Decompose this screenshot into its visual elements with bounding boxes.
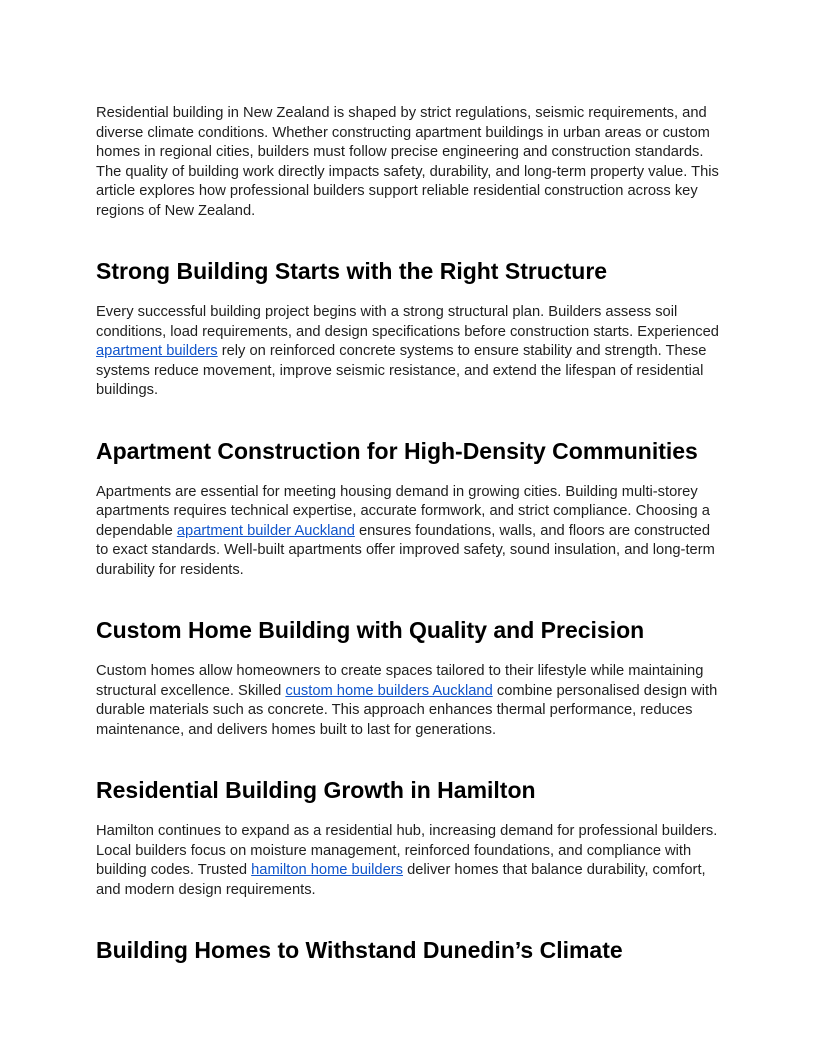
paragraph-text: deliver homes that balance durability, comfort, and modern design requirements. [96, 862, 706, 898]
section-heading-dunedin: Building Homes to Withstand Dunedin’s Climate [96, 937, 623, 963]
paragraph-text: Every successful building project begins with a strong structural plan. Builders assess soil conditions, load requirements, and design specifications before construction starts. Experienced [96, 304, 719, 340]
section-heading-structure: Strong Building Starts with the Right Structure [96, 258, 608, 284]
section-paragraph [96, 483, 720, 581]
paragraph-text: Apartments are essential for meeting housing demand in growing cities. Building multi-storey apartments requires technical expertise, accurate formwork, and strict compliance. Choosing a dependable [96, 483, 710, 539]
section-heading-apartment-construction: Apartment Construction for High-Density Communities [96, 437, 698, 464]
paragraph-text: Residential building in New Zealand is shaped by strict regulations, seismic requirements, and diverse climate conditions. Whether constructing apartment buildings in urban areas or custom homes in regional cities, builders must follow precise engineering and construction standards. The quality of building work directly impacts safety, durability, and long-term property value. This article explores how professional builders support reliable residential construction across key regions of New Zealand. [96, 105, 719, 219]
link-apartment-builders[interactable]: apartment builders [96, 343, 218, 359]
section-heading-hamilton: Residential Building Growth in Hamilton [96, 777, 536, 803]
intro-paragraph [96, 104, 720, 221]
link-hamilton-home-builders[interactable]: hamilton home builders [251, 862, 403, 878]
paragraph-text: rely on reinforced concrete systems to ensure stability and strength. These systems reduce movement, improve seismic resistance, and extend the lifespan of residential buildings. [96, 343, 707, 398]
paragraph-text: combine personalised design with durable materials such as concrete. This approach enhances thermal performance, reduces maintenance, and delivers homes built to last for generations. [96, 682, 718, 738]
section-heading-custom-home: Custom Home Building with Quality and Precision [96, 617, 645, 643]
section-paragraph [96, 822, 720, 900]
paragraph-text: Custom homes allow homeowners to create spaces tailored to their lifestyle while maintaining structural excellence. Skilled [96, 663, 704, 699]
paragraph-text: Hamilton continues to expand as a residential hub, increasing demand for professional builders. Local builders focus on moisture management, reinforced foundations, and compliance with building codes. Trusted [96, 823, 718, 878]
section-paragraph [96, 662, 720, 740]
section-paragraph [96, 303, 720, 401]
link-custom-home-builders-auckland[interactable]: custom home builders Auckland [285, 682, 493, 699]
link-apartment-builder-auckland[interactable]: apartment builder Auckland [176, 522, 355, 539]
paragraph-text: ensures foundations, walls, and floors are constructed to exact standards. Well-built apartments offer improved safety, sound insulation, and long-term durability for residents. [96, 522, 715, 578]
